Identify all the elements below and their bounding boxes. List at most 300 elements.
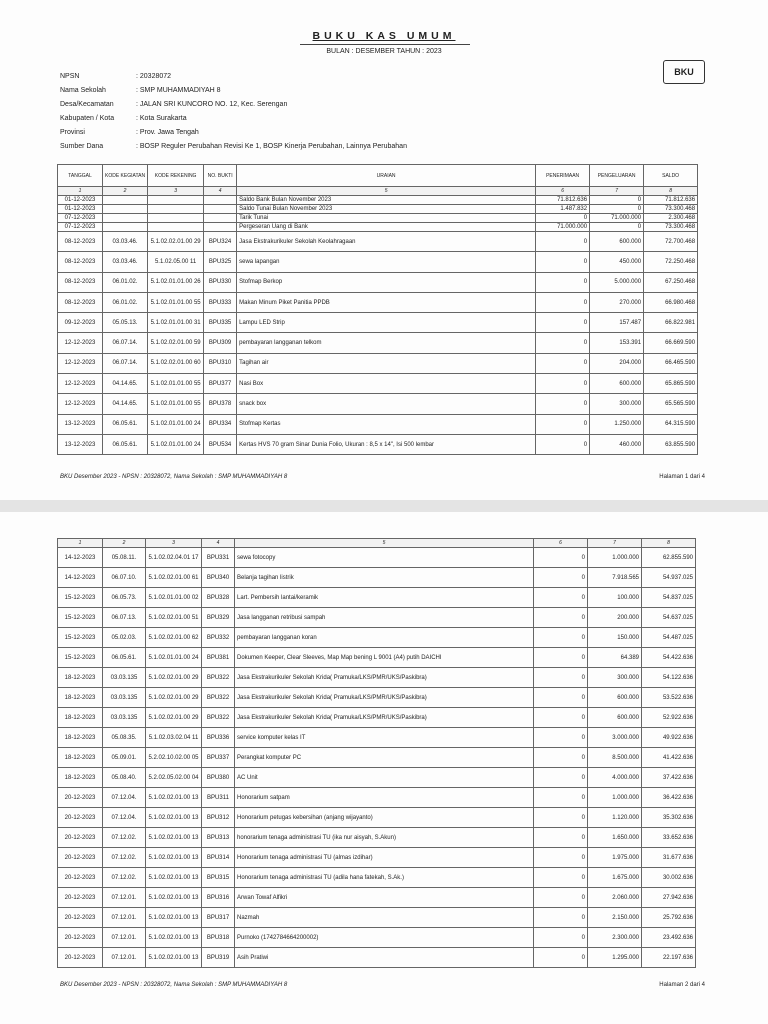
column-header: NO. BUKTI (204, 165, 237, 187)
date-cell: 07-12-2023 (58, 223, 103, 232)
activity-code-cell: 07.12.04. (103, 788, 146, 808)
receipt-number-cell: BPU309 (204, 333, 237, 353)
identity-label: Kabupaten / Kota (60, 115, 115, 122)
balance-cell: 65.865.590 (644, 374, 698, 394)
account-code-cell: 5.1.02.02.01.00 13 (146, 808, 202, 828)
identity-value: : SMP MUHAMMADIYAH 8 (136, 87, 221, 94)
balance-cell: 41.422.636 (642, 748, 696, 768)
activity-code-cell: 05.02.03. (103, 628, 146, 648)
column-number: 1 (58, 539, 103, 548)
activity-code-cell: 05.08.40. (103, 768, 146, 788)
receipts-cell: 0 (536, 394, 590, 414)
receipt-number-cell: BPU332 (202, 628, 235, 648)
page-number: Halaman 2 dari 4 (659, 982, 705, 988)
description-cell: Pergeseran Uang di Bank (237, 223, 536, 232)
activity-code-cell: 07.12.02. (103, 848, 146, 868)
date-cell: 15-12-2023 (58, 588, 103, 608)
account-code-cell: 5.1.02.05.00 11 (148, 252, 204, 272)
receipt-number-cell: BPU324 (204, 232, 237, 252)
date-cell: 09-12-2023 (58, 313, 103, 333)
account-code-cell (148, 214, 204, 223)
activity-code-cell: 06.05.61. (103, 434, 148, 454)
receipt-number-cell: BPU337 (202, 748, 235, 768)
date-cell: 13-12-2023 (58, 414, 103, 434)
activity-code-cell: 04.14.65. (103, 394, 148, 414)
activity-code-cell: 07.12.04. (103, 808, 146, 828)
date-cell: 01-12-2023 (58, 196, 103, 205)
description-cell: honorarium tenaga administrasi TU (ika nur aisyah, S.Akun) (235, 828, 534, 848)
description-cell: Lart. Pembersih lantai/keramik (235, 588, 534, 608)
receipts-cell: 71.000.000 (536, 223, 590, 232)
identity-row (60, 112, 407, 126)
receipts-cell: 0 (534, 728, 588, 748)
account-code-cell (148, 205, 204, 214)
expenses-cell: 600.000 (588, 708, 642, 728)
balance-cell: 65.565.590 (644, 394, 698, 414)
identity-label: Nama Sekolah (60, 87, 106, 94)
date-cell: 08-12-2023 (58, 232, 103, 252)
activity-code-cell: 07.12.01. (103, 928, 146, 948)
identity-value: : Kota Surakarta (136, 115, 187, 122)
receipts-cell: 0 (534, 608, 588, 628)
receipt-number-cell: BPU334 (204, 414, 237, 434)
description-cell: Tarik Tunai (237, 214, 536, 223)
receipts-cell: 0 (534, 708, 588, 728)
account-code-cell: 5.1.02.01.01.00 26 (148, 272, 204, 292)
identity-value: : 20328072 (136, 73, 172, 80)
table-row (58, 434, 698, 454)
column-number: 3 (148, 187, 204, 196)
receipt-number-cell: BPU319 (202, 948, 235, 968)
activity-code-cell (103, 214, 148, 223)
date-cell: 18-12-2023 (58, 728, 103, 748)
column-number: 1 (58, 187, 103, 196)
activity-code-cell: 03.03.135 (103, 708, 146, 728)
balance-cell: 66.669.590 (644, 333, 698, 353)
receipts-cell: 0 (536, 333, 590, 353)
activity-code-cell: 07.12.01. (103, 888, 146, 908)
account-code-cell: 5.1.02.02.01.00 60 (148, 353, 204, 373)
activity-code-cell: 04.14.65. (103, 374, 148, 394)
table-row (58, 353, 698, 373)
column-header: KODE KEGIATAN (103, 165, 148, 187)
receipts-cell: 0 (536, 272, 590, 292)
activity-code-cell (103, 196, 148, 205)
activity-code-cell: 06.07.10. (103, 568, 146, 588)
receipts-cell: 0 (536, 214, 590, 223)
table-row (58, 928, 696, 948)
column-number: 7 (588, 539, 642, 548)
identity-label: Sumber Dana (60, 143, 104, 150)
date-cell: 20-12-2023 (58, 828, 103, 848)
table-row (58, 908, 696, 928)
column-number: 5 (237, 187, 536, 196)
receipts-cell: 0 (536, 252, 590, 272)
account-code-cell: 5.1.02.02.01.00 59 (148, 333, 204, 353)
expenses-cell: 71.000.000 (590, 214, 644, 223)
column-number: 4 (202, 539, 235, 548)
balance-cell: 72.250.468 (644, 252, 698, 272)
date-cell: 08-12-2023 (58, 292, 103, 312)
receipt-number-cell: BPU331 (202, 548, 235, 568)
expenses-cell: 1.120.000 (588, 808, 642, 828)
expenses-cell: 1.975.000 (588, 848, 642, 868)
description-cell: Jasa Ekstrakurikuler Sekolah Krida( Pramuka/LKS/PMR/UKS/Paskibra) (235, 708, 534, 728)
column-number: 4 (204, 187, 237, 196)
activity-code-cell: 06.05.73. (103, 588, 146, 608)
receipt-number-cell: BPU314 (202, 848, 235, 868)
balance-cell: 64.315.590 (644, 414, 698, 434)
table-row (58, 648, 696, 668)
column-header: TANGGAL (58, 165, 103, 187)
balance-cell: 53.522.636 (642, 688, 696, 708)
column-number: 3 (146, 539, 202, 548)
page-gap (0, 500, 768, 512)
receipts-cell: 0 (534, 668, 588, 688)
account-code-cell: 5.1.02.02.01.00 29 (146, 688, 202, 708)
date-cell: 12-12-2023 (58, 333, 103, 353)
date-cell: 20-12-2023 (58, 948, 103, 968)
balance-cell: 31.677.636 (642, 848, 696, 868)
description-cell: Makan Minum Piket Panitia PPDB (237, 292, 536, 312)
balance-cell: 25.792.636 (642, 908, 696, 928)
description-cell: Nasi Box (237, 374, 536, 394)
activity-code-cell: 07.12.01. (103, 948, 146, 968)
account-code-cell: 5.1.02.02.01.00 13 (146, 848, 202, 868)
description-cell: Nazmah (235, 908, 534, 928)
date-cell: 08-12-2023 (58, 252, 103, 272)
balance-cell: 52.922.636 (642, 708, 696, 728)
expenses-cell: 150.000 (588, 628, 642, 648)
expenses-cell: 600.000 (590, 374, 644, 394)
expenses-cell: 2.300.000 (588, 928, 642, 948)
document-page-2 (0, 512, 768, 1024)
activity-code-cell: 03.03.135 (103, 668, 146, 688)
description-cell: Perangkat komputer PC (235, 748, 534, 768)
receipts-cell: 0 (534, 688, 588, 708)
expenses-cell: 204.000 (590, 353, 644, 373)
description-cell: Jasa Ekstrakurikuler Sekolah Krida( Pramuka/LKS/PMR/UKS/Paskibra) (235, 668, 534, 688)
document-page-1 (0, 0, 768, 500)
page-footer: BKU Desember 2023 - NPSN : 20328072, Nama Sekolah : SMP MUHAMMADIYAH 8 (60, 474, 288, 480)
column-number: 8 (644, 187, 698, 196)
account-code-cell (148, 223, 204, 232)
identity-value: : Prov. Jawa Tengah (136, 129, 199, 136)
column-number: 6 (536, 187, 590, 196)
receipt-number-cell: BPU381 (202, 648, 235, 668)
bku-badge: BKU (663, 60, 705, 84)
column-header: PENERIMAAN (536, 165, 590, 187)
expenses-cell: 4.000.000 (588, 768, 642, 788)
table-row (58, 414, 698, 434)
date-cell: 20-12-2023 (58, 868, 103, 888)
table-row (58, 196, 698, 205)
identity-row (60, 84, 407, 98)
account-code-cell: 5.1.02.02.01.00 13 (146, 948, 202, 968)
receipts-cell: 0 (534, 948, 588, 968)
receipts-cell: 0 (534, 788, 588, 808)
receipts-cell: 0 (536, 374, 590, 394)
identity-label: NPSN (60, 73, 80, 80)
activity-code-cell: 03.03.46. (103, 232, 148, 252)
table-row (58, 808, 696, 828)
receipts-cell: 0 (534, 628, 588, 648)
date-cell: 07-12-2023 (58, 214, 103, 223)
balance-cell: 67.250.468 (644, 272, 698, 292)
table-row (58, 223, 698, 232)
balance-cell: 30.002.636 (642, 868, 696, 888)
account-code-cell (148, 196, 204, 205)
account-code-cell: 5.1.02.02.01.00 13 (146, 788, 202, 808)
balance-cell: 33.652.636 (642, 828, 696, 848)
description-cell: AC Unit (235, 768, 534, 788)
date-cell: 20-12-2023 (58, 908, 103, 928)
column-number: 5 (235, 539, 534, 548)
account-code-cell: 5.1.02.02.04.01 17 (146, 548, 202, 568)
receipts-cell: 0 (534, 908, 588, 928)
receipt-number-cell: BPU322 (202, 688, 235, 708)
date-cell: 12-12-2023 (58, 394, 103, 414)
date-cell: 15-12-2023 (58, 608, 103, 628)
column-number: 6 (534, 539, 588, 548)
receipt-number-cell: BPU325 (204, 252, 237, 272)
activity-code-cell: 06.01.02. (103, 292, 148, 312)
table-row (58, 394, 698, 414)
activity-code-cell: 06.01.02. (103, 272, 148, 292)
receipts-cell: 0 (536, 434, 590, 454)
balance-cell: 54.837.025 (642, 588, 696, 608)
expenses-cell: 600.000 (588, 688, 642, 708)
column-number: 7 (590, 187, 644, 196)
identity-row (60, 98, 407, 112)
balance-cell: 73.300.468 (644, 205, 698, 214)
receipts-cell: 0 (534, 808, 588, 828)
account-code-cell: 5.1.02.02.01.00 62 (146, 628, 202, 648)
receipt-number-cell: BPU380 (202, 768, 235, 788)
date-cell: 20-12-2023 (58, 788, 103, 808)
description-cell: Dokumen Keeper, Clear Sleeves, Map Map bening L 9001 (A4) putih DAICHI (235, 648, 534, 668)
balance-cell: 73.300.468 (644, 223, 698, 232)
description-cell: Stofmap Kertas (237, 414, 536, 434)
table-row (58, 948, 696, 968)
title-divider (300, 44, 470, 45)
column-header: KODE REKENING (148, 165, 204, 187)
account-code-cell: 5.1.02.01.01.00 24 (146, 648, 202, 668)
identity-row (60, 140, 407, 154)
description-cell: service komputer kelas IT (235, 728, 534, 748)
table-row (58, 232, 698, 252)
expenses-cell: 450.000 (590, 252, 644, 272)
balance-cell: 22.197.636 (642, 948, 696, 968)
date-cell: 01-12-2023 (58, 205, 103, 214)
identity-value: : BOSP Reguler Perubahan Revisi Ke 1, BOSP Kinerja Perubahan, Lainnya Perubahan (136, 143, 407, 150)
table-row (58, 688, 696, 708)
activity-code-cell: 06.05.61. (103, 414, 148, 434)
receipt-number-cell: BPU310 (204, 353, 237, 373)
account-code-cell: 5.1.02.02.01.00 29 (146, 708, 202, 728)
identity-label: Provinsi (60, 129, 85, 136)
activity-code-cell: 03.03.135 (103, 688, 146, 708)
receipts-cell: 0 (536, 313, 590, 333)
activity-code-cell: 06.07.14. (103, 353, 148, 373)
balance-cell: 54.122.636 (642, 668, 696, 688)
receipt-number-cell (204, 214, 237, 223)
receipts-cell: 0 (534, 648, 588, 668)
cash-ledger-table-page-1 (57, 164, 698, 455)
document-title: BUKU KAS UMUM (312, 30, 456, 42)
description-cell: Honorarium satpam (235, 788, 534, 808)
column-number: 2 (103, 187, 148, 196)
expenses-cell: 460.000 (590, 434, 644, 454)
description-cell: Honorarium tenaga administrasi TU (adila hana fatekah, S.Ak.) (235, 868, 534, 888)
expenses-cell: 2.060.000 (588, 888, 642, 908)
date-cell: 14-12-2023 (58, 548, 103, 568)
description-cell: pembayaran langganan telkom (237, 333, 536, 353)
receipt-number-cell: BPU322 (202, 668, 235, 688)
receipts-cell: 0 (534, 588, 588, 608)
balance-cell: 54.422.636 (642, 648, 696, 668)
table-row (58, 828, 696, 848)
account-code-cell: 5.1.02.02.01.00 61 (146, 568, 202, 588)
description-cell: Lampu LED Strip (237, 313, 536, 333)
description-cell: pembayaran langganan koran (235, 628, 534, 648)
expenses-cell: 7.918.565 (588, 568, 642, 588)
expenses-cell: 200.000 (588, 608, 642, 628)
table-row (58, 568, 696, 588)
table-row (58, 788, 696, 808)
balance-cell: 35.302.636 (642, 808, 696, 828)
date-cell: 20-12-2023 (58, 888, 103, 908)
description-cell: sewa fotocopy (235, 548, 534, 568)
table-row (58, 708, 696, 728)
receipt-number-cell (204, 196, 237, 205)
description-cell: Stofmap Berkop (237, 272, 536, 292)
activity-code-cell: 05.08.11. (103, 548, 146, 568)
table-row (58, 374, 698, 394)
receipt-number-cell: BPU336 (202, 728, 235, 748)
description-cell: sewa lapangan (237, 252, 536, 272)
account-code-cell: 5.1.02.02.01.00 51 (146, 608, 202, 628)
balance-cell: 66.465.590 (644, 353, 698, 373)
receipts-cell: 0 (534, 868, 588, 888)
expenses-cell: 1.675.000 (588, 868, 642, 888)
activity-code-cell: 06.07.13. (103, 608, 146, 628)
account-code-cell: 5.1.02.01.01.00 24 (148, 414, 204, 434)
balance-cell: 54.637.025 (642, 608, 696, 628)
expenses-cell: 0 (590, 196, 644, 205)
receipt-number-cell: BPU377 (204, 374, 237, 394)
receipts-cell: 0 (536, 414, 590, 434)
receipts-cell: 0 (534, 888, 588, 908)
expenses-cell: 0 (590, 223, 644, 232)
description-cell: Jasa Ekstrakurikuler Sekolah Krida( Pramuka/LKS/PMR/UKS/Paskibra) (235, 688, 534, 708)
description-cell: Jasa langganan retribusi sampah (235, 608, 534, 628)
receipt-number-cell: BPU322 (202, 708, 235, 728)
description-cell: Purnoko (1742784664200002) (235, 928, 534, 948)
expenses-cell: 5.000.000 (590, 272, 644, 292)
date-cell: 18-12-2023 (58, 688, 103, 708)
receipt-number-cell: BPU317 (202, 908, 235, 928)
receipt-number-cell: BPU329 (202, 608, 235, 628)
activity-code-cell: 05.09.01. (103, 748, 146, 768)
receipt-number-cell: BPU315 (202, 868, 235, 888)
account-code-cell: 5.1.02.02.01.00 13 (146, 928, 202, 948)
receipts-cell: 0 (534, 568, 588, 588)
receipts-cell: 0 (536, 232, 590, 252)
expenses-cell: 1.250.000 (590, 414, 644, 434)
receipts-cell: 1.487.832 (536, 205, 590, 214)
table-row (58, 588, 696, 608)
activity-code-cell: 05.05.13. (103, 313, 148, 333)
receipt-number-cell: BPU316 (202, 888, 235, 908)
receipt-number-cell: BPU378 (204, 394, 237, 414)
cash-ledger-table-page-2 (57, 538, 696, 968)
table-row (58, 333, 698, 353)
column-header: URAIAN (237, 165, 536, 187)
expenses-cell: 64.389 (588, 648, 642, 668)
expenses-cell: 1.000.000 (588, 548, 642, 568)
identity-value: : JALAN SRI KUNCORO NO. 12, Kec. Serengan (136, 101, 288, 108)
account-code-cell: 5.1.02.01.01.00 24 (148, 434, 204, 454)
date-cell: 15-12-2023 (58, 628, 103, 648)
expenses-cell: 2.150.000 (588, 908, 642, 928)
column-number: 8 (642, 539, 696, 548)
activity-code-cell (103, 205, 148, 214)
balance-cell: 54.937.025 (642, 568, 696, 588)
account-code-cell: 5.2.02.05.02.00 04 (146, 768, 202, 788)
receipts-cell: 0 (534, 548, 588, 568)
expenses-cell: 0 (590, 205, 644, 214)
receipt-number-cell: BPU318 (202, 928, 235, 948)
table-row (58, 214, 698, 223)
receipt-number-cell: BPU335 (204, 313, 237, 333)
table-row (58, 205, 698, 214)
balance-cell: 66.980.468 (644, 292, 698, 312)
balance-cell: 71.812.636 (644, 196, 698, 205)
description-cell: snack box (237, 394, 536, 414)
expenses-cell: 8.500.000 (588, 748, 642, 768)
balance-cell: 54.487.025 (642, 628, 696, 648)
description-cell: Saldo Bank Bulan November 2023 (237, 196, 536, 205)
table-row (58, 748, 696, 768)
school-identity-block (60, 70, 407, 154)
activity-code-cell (103, 223, 148, 232)
balance-cell: 2.300.468 (644, 214, 698, 223)
receipt-number-cell: BPU312 (202, 808, 235, 828)
receipt-number-cell: BPU330 (204, 272, 237, 292)
activity-code-cell: 07.12.02. (103, 868, 146, 888)
receipt-number-cell: BPU333 (204, 292, 237, 312)
column-number-row (58, 187, 698, 196)
receipt-number-cell: BPU311 (202, 788, 235, 808)
expenses-cell: 157.487 (590, 313, 644, 333)
activity-code-cell: 03.03.46. (103, 252, 148, 272)
table-row (58, 608, 696, 628)
table-row (58, 868, 696, 888)
receipts-cell: 0 (534, 928, 588, 948)
receipts-cell: 0 (534, 748, 588, 768)
column-header-row (58, 165, 698, 187)
identity-row (60, 126, 407, 140)
receipts-cell: 71.812.636 (536, 196, 590, 205)
date-cell: 20-12-2023 (58, 928, 103, 948)
receipts-cell: 0 (534, 828, 588, 848)
description-cell: Belanja tagihan listrik (235, 568, 534, 588)
expenses-cell: 270.000 (590, 292, 644, 312)
expenses-cell: 153.391 (590, 333, 644, 353)
receipt-number-cell: BPU328 (202, 588, 235, 608)
balance-cell: 63.855.590 (644, 434, 698, 454)
